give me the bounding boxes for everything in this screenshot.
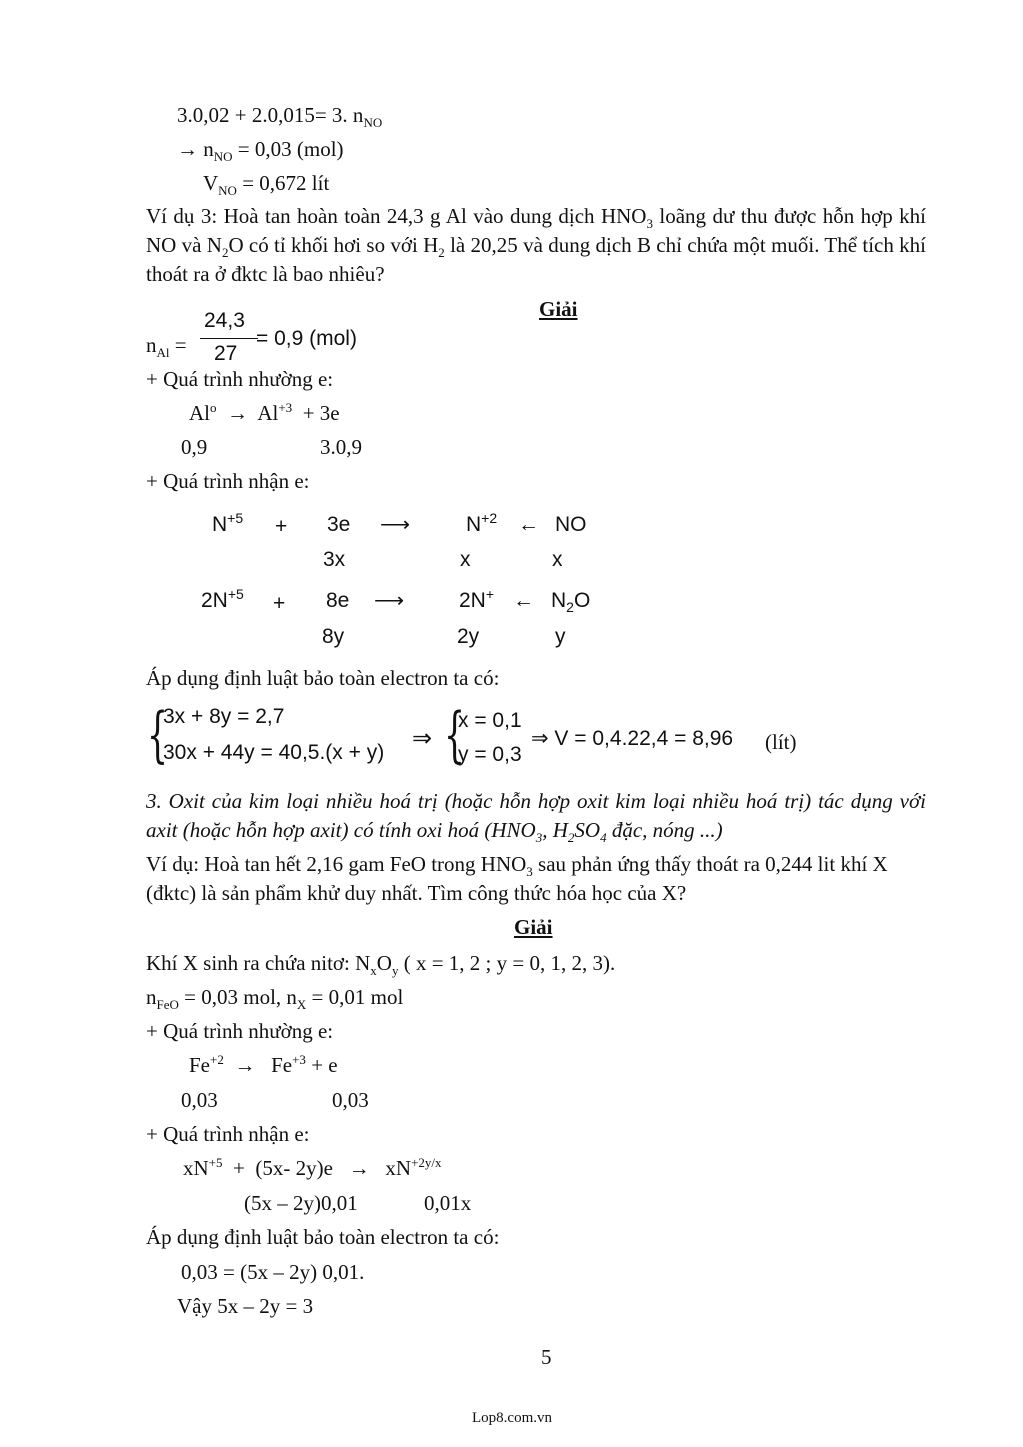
solution-heading-1: Giải: [539, 297, 578, 321]
accept-r3-left-arrow: ←: [513, 589, 534, 612]
section-3-heading: 3. Oxit của kim loại nhiều hoá trị (hoặc hỗn hợp oxit kim loại nhiều hoá trị) tác dụng với axit (hoặc hỗn hợp axit) có tính oxi hoá ($HNO_3$, $H_2SO_4$ đặc, nóng ...): [146, 789, 926, 846]
accept-r1-plus: +: [275, 515, 288, 538]
accept-r3-plus: +: [273, 592, 286, 615]
n-al-fraction: [200, 309, 260, 369]
accept-r3-arrow: ⟶: [374, 589, 405, 612]
donate-value-right: 3.0,9: [320, 435, 362, 459]
donate-heading-1: + Quá trình nhường e:: [146, 367, 334, 391]
accept-heading-2: + Quá trình nhận e:: [146, 1122, 310, 1146]
example-3-paragraph: Ví dụ 3: Hoà tan hoàn toàn 24,3 g Al vào dung dịch $HNO_3$ loãng dư thu được hỗn hợp khí NO và $N_2O$ có tỉ khối hơi so với $H_2$ là 20,25 và dung dịch B chỉ chứa một muối. Thể tích khí thoát ra ở đktc là bao nhiêu?: [146, 204, 926, 286]
accept-heading-1: + Quá trình nhận e:: [146, 469, 310, 493]
accept-r4-y: y: [555, 625, 566, 648]
accept2-value-right: 0,01x: [424, 1191, 472, 1215]
accept-r3-2n: 2N+: [459, 586, 495, 612]
donate-value-left: 0,9: [181, 435, 208, 459]
accept-r4-8y: 8y: [322, 625, 345, 648]
accept-r1-electrons: 3e: [327, 513, 351, 536]
conservation-statement-2: Áp dụng định luật bảo toàn electron ta có:: [146, 1225, 500, 1249]
equation-line-2: → $n_{NO} = 0,03$ (mol): [177, 137, 344, 165]
fraction-bar: [200, 338, 258, 339]
volume-result: ⇒ V = 0,4.22,4 = 8,96: [531, 727, 734, 750]
accept-r1-no: NO: [555, 513, 587, 536]
fraction-numerator: 24,3: [204, 309, 245, 332]
donate-heading-2: + Quá trình nhường e:: [146, 1019, 334, 1043]
solution-x: x = 0,1: [458, 709, 522, 732]
right-brace: {: [444, 700, 466, 770]
system-eq-1: 3x + 8y = 2,7: [163, 705, 285, 728]
accept-r3-electrons: 8e: [326, 589, 350, 612]
n-al-label: $n_{Al}$ =: [146, 333, 187, 361]
implies-arrow: ⇒: [412, 725, 433, 752]
footer-site: Lop8.com.vn: [472, 1410, 552, 1426]
accept-r2-x2: x: [552, 548, 563, 571]
accept-r1-n5: $N^{+5}$: [212, 510, 244, 536]
final-equation: 0,03 = (5x – 2y) 0,01.: [181, 1260, 365, 1284]
gas-x-formula: Khí X sinh ra chứa nitơ: $N_xO_y$ ( x = 1, 2 ; y = 0, 1, 2, 3).: [146, 951, 616, 979]
accept-r1-n2: $N^{+2}$: [466, 510, 498, 536]
volume-unit: (lít): [765, 730, 797, 754]
left-brace: {: [147, 700, 169, 770]
system-eq-2: 30x + 44y = 40,5.(x + y): [163, 741, 385, 764]
accept-r1-arrow: ⟶: [380, 513, 411, 536]
accept-r1-left-arrow: ←: [518, 513, 539, 536]
moles-line: $n_{FeO} = 0,03$ mol, $n_X = 0,01$ mol: [146, 985, 404, 1013]
equation-line-3: $V_{NO} = 0,672$ lít: [203, 171, 330, 199]
solution-heading-2: Giải: [514, 915, 553, 939]
n-al-result: = 0,9 (mol): [256, 327, 357, 350]
page-number: 5: [541, 1345, 552, 1369]
donate2-value-right: 0,03: [332, 1088, 369, 1112]
fraction-denominator: 27: [214, 342, 238, 365]
solution-y: y = 0,3: [458, 743, 522, 766]
accept2-value-left: (5x – 2y)0,01: [244, 1191, 358, 1215]
accept-r4-2y: 2y: [457, 625, 480, 648]
example-4-paragraph: Ví dụ: Hoà tan hết 2,16 gam FeO trong $HNO_3$ sau phản ứng thấy thoát ra 0,244 lit khí X (đktc) là sản phẩm khử duy nhất. Tìm công thức hóa học của X?: [146, 852, 888, 905]
accept-r3-2n5: $2N^{+5}$: [201, 586, 244, 612]
final-conclusion: Vậy 5x – 2y = 3: [177, 1294, 314, 1318]
accept-r2-3x: 3x: [323, 548, 346, 571]
accept-r3-n2o: $N_2O$: [551, 589, 591, 616]
fe-oxidation-equation: $Fe^{+2}$ → $Fe^{+3} + e$: [189, 1052, 338, 1077]
al-oxidation-equation: $Al^o \to Al^{+3} + 3e$: [189, 400, 340, 425]
nitrogen-reduction-equation: $xN^{+5} + (5x-$ $2y)e \to xN^{+2y/x}$: [183, 1155, 442, 1180]
donate2-value-left: 0,03: [181, 1088, 218, 1112]
equation-line-1: 3.0,02 + 2.0,015= 3. $n_{NO}$: [177, 103, 383, 131]
conservation-statement-1: Áp dụng định luật bảo toàn electron ta có:: [146, 666, 500, 690]
accept-r2-x: x: [460, 548, 471, 571]
